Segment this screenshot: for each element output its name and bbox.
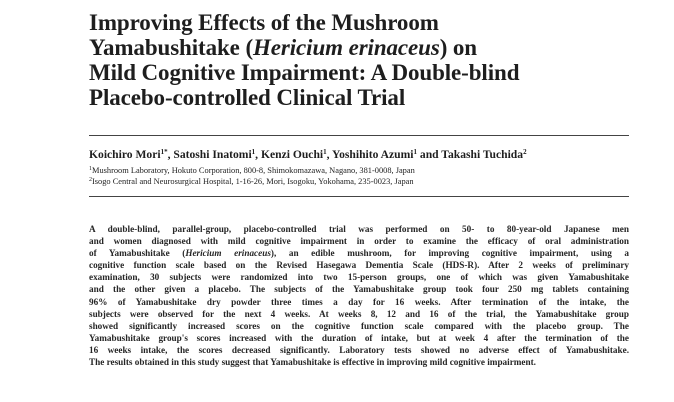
abstract [89, 223, 629, 368]
abstract-line: and women diagnosed with mild cognitive impairment in order to examine the efficacy of oral administration [89, 236, 629, 247]
abstract-line: of Yamabushitake (Hericium erinaceus), an edible mushroom, for improving cognitive impairment, using a [89, 248, 629, 259]
author-separator: , [255, 148, 261, 161]
abstract-line: 16 weeks intake, the scores decreased significantly. Laboratory tests showed no adverse effect of Yamabushitake. [89, 344, 629, 355]
top-divider [89, 135, 629, 136]
author-name: Koichiro Mori [89, 148, 161, 161]
author-5 [441, 148, 526, 161]
author-2 [173, 148, 261, 161]
title-line-4: Placebo-controlled Clinical Trial [89, 85, 406, 110]
abstract-line: 96% of Yamabushitake dry powder three times a day for 16 weeks. After termination of the intake, the [89, 296, 629, 307]
affiliation-2 [89, 177, 649, 187]
affiliation-text: Isogo Central and Neurosurgical Hospital, 1-16-26, Mori, Isogoku, Yokohama, 235-0023, Japan [92, 177, 414, 186]
author-affiliation-mark: 2 [523, 148, 527, 156]
author-separator: and [417, 148, 442, 161]
author-name: Kenzi Ouchi [260, 148, 324, 161]
abstract-line: Yamabushitake group's scores increased with the duration of intake, but at week 4 after the termination of the [89, 332, 629, 343]
paper-title [89, 10, 649, 110]
author-4 [332, 148, 441, 161]
author-separator: , [167, 148, 174, 161]
abstract-line: showed significantly increased scores on the cognitive function scale compared with the placebo group. The [89, 320, 629, 331]
author-name: Satoshi Inatomi [173, 148, 252, 161]
author-1 [89, 148, 173, 161]
title-scientific-name: Hericium erinaceus [253, 35, 440, 60]
affiliation-text: Mushroom Laboratory, Hokuto Corporation, 800-8, Shimokomazawa, Nagano, 381-0008, Japan [92, 166, 415, 175]
author-affiliation-mark: 1* [160, 148, 168, 156]
author-name: Yoshihito Azumi [332, 148, 414, 161]
abstract-line: examination, 30 subjects were randomized into two 15-person groups, one of which was given Yamabushitake [89, 272, 629, 283]
author-name: Takashi Tuchida [441, 148, 524, 161]
abstract-scientific-name: Hericium erinaceus [185, 248, 271, 259]
abstract-line: cognitive function scale based on the Revised Hasegawa Dementia Scale (HDS-R). After 2 weeks of preliminary [89, 260, 629, 271]
author-list [89, 148, 649, 162]
title-line-2-pre: Yamabushitake ( [89, 35, 254, 60]
abstract-line: and the other given a placebo. The subjects of the Yamabushitake group took four 250 mg tablets containing [89, 284, 629, 295]
title-line-2 [89, 35, 649, 60]
affiliation-mark: 2 [89, 177, 92, 183]
author-3 [261, 148, 332, 161]
abstract-line: The results obtained in this study suggest that Yamabushitake is effective in improving mild cognitive impairment. [89, 357, 536, 368]
affiliation-1 [89, 166, 649, 176]
affiliation-mark: 1 [89, 166, 92, 172]
author-affiliation-mark: 1 [323, 148, 327, 156]
title-line-3: Mild Cognitive Impairment: A Double-blind [89, 60, 520, 85]
author-separator: , [326, 148, 333, 161]
author-affiliation-mark: 1 [251, 148, 256, 156]
bottom-divider [89, 196, 629, 197]
title-line-1: Improving Effects of the Mushroom [89, 10, 439, 35]
author-affiliation-mark: 1 [413, 148, 418, 156]
abstract-line: subjects were observed for the next 4 weeks. At weeks 8, 12 and 16 of the trial, the Yamabushitake group [89, 308, 629, 319]
title-line-2-post: ) on [439, 35, 477, 60]
abstract-line: A double-blind, parallel-group, placebo-controlled trial was performed on 50- to 80-year-old Japanese men [89, 224, 629, 234]
